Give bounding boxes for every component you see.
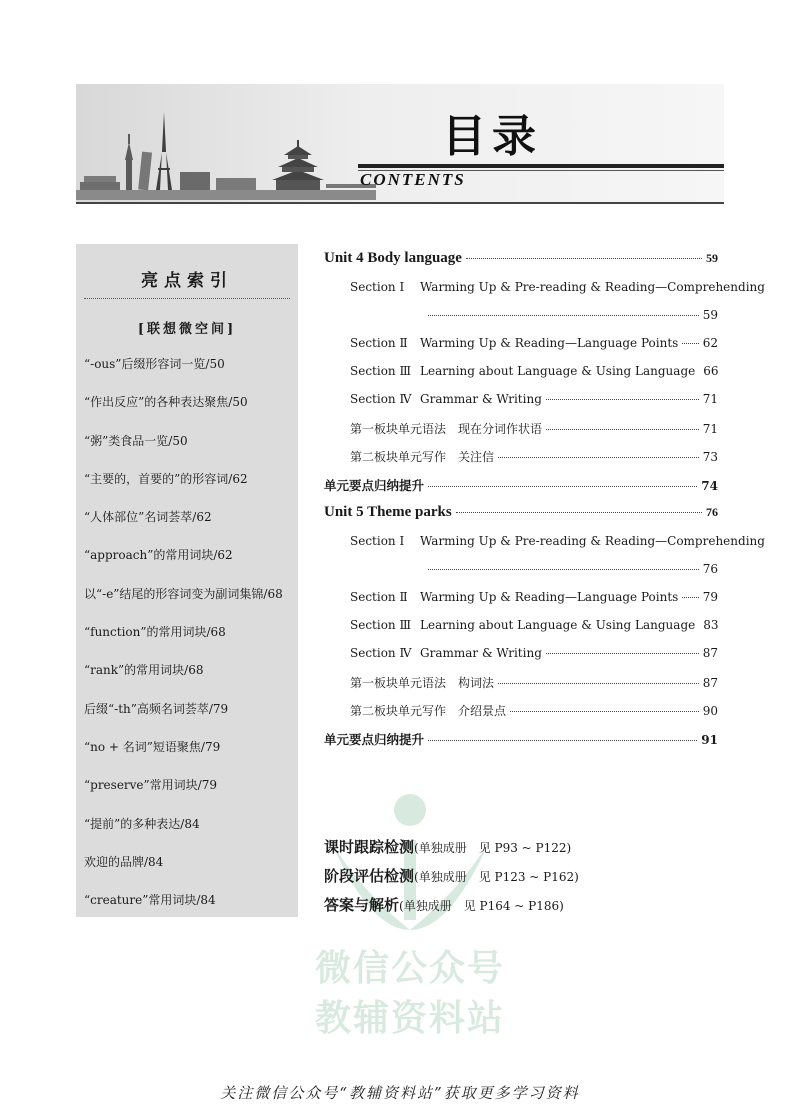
toc-board[interactable] [350, 674, 718, 691]
dot-leader [682, 342, 698, 344]
section-title: Learning about Language & Using Language [420, 618, 696, 632]
page-number: 71 [702, 422, 718, 436]
section-title: Warming Up & Pre-reading & Reading—Comprehending [420, 280, 765, 294]
sidebar-divider [84, 298, 290, 299]
header-banner [76, 84, 724, 204]
note-title: 答案与解析 [324, 896, 400, 914]
note-detail: (单独成册 见 P164 ~ P186) [399, 899, 564, 913]
section-title: Warming Up & Reading—Language Points [420, 336, 679, 350]
page-number: 79 [702, 590, 718, 604]
page-number: 71 [702, 392, 718, 406]
section-name: Section Ⅲ [350, 364, 412, 378]
page-number: 66 [703, 364, 719, 378]
section-name: Section Ⅲ [350, 618, 412, 632]
toc-summary[interactable] [324, 476, 718, 494]
page-number: 59 [702, 308, 718, 322]
toc-section-leader [424, 308, 718, 322]
footer-text: 关注微信公众号“教辅资料站”获取更多学习资料 [220, 1084, 580, 1102]
watermark-line-2: 教辅资料站 [314, 997, 505, 1039]
list-item: 欢迎的品牌/84 [84, 854, 164, 869]
list-item: “作出反应”的各种表达聚焦/50 [84, 395, 248, 410]
section-name: Section Ⅰ [350, 534, 405, 548]
toc-section[interactable] [350, 336, 718, 350]
toc-section[interactable] [350, 280, 765, 294]
board-title: 第一板块单元语法 现在分词作状语 [350, 422, 543, 436]
page-number: 59 [706, 251, 718, 265]
separate-volumes-notes [324, 836, 579, 923]
section-name: Section Ⅳ [350, 392, 412, 406]
note-detail: (单独成册 见 P93 ~ P122) [414, 841, 572, 855]
list-item: 以“-e”结尾的形容词变为副词集锦/68 [84, 586, 283, 601]
toc-section-leader [424, 562, 718, 576]
dot-leader [428, 314, 699, 316]
section-title: Warming Up & Pre-reading & Reading—Comprehending [420, 534, 765, 548]
note-item[interactable] [324, 894, 579, 923]
sidebar-subtitle: [联想微空间] [137, 322, 237, 337]
toc-section[interactable] [350, 646, 718, 660]
dot-leader [466, 257, 702, 259]
toc-section[interactable] [350, 534, 765, 548]
section-title: Grammar & Writing [420, 646, 542, 660]
note-detail: (单独成册 见 P123 ~ P162) [414, 870, 579, 884]
list-item: “no + 名词”短语聚焦/79 [84, 739, 221, 754]
dot-leader [456, 511, 702, 513]
toc-board[interactable] [350, 420, 718, 437]
unit-title: Unit 4 Body language [324, 250, 462, 266]
dot-leader [546, 652, 699, 654]
list-item: “creature”常用词块/84 [84, 893, 216, 908]
section-name: Section Ⅱ [350, 336, 408, 350]
page-number: 76 [706, 505, 718, 519]
header-divider [76, 202, 724, 204]
list-item: “-ous”后缀形容词一览/50 [84, 357, 225, 371]
page-number: 91 [701, 733, 718, 747]
board-title: 第二板块单元写作 关注信 [350, 450, 495, 464]
dot-leader [498, 456, 699, 458]
list-item: “粥”类食品一览/50 [84, 433, 188, 448]
dot-leader [428, 485, 697, 487]
note-item[interactable] [324, 865, 579, 894]
page-number: 90 [702, 704, 718, 718]
dot-leader [682, 596, 698, 598]
toc-section[interactable] [350, 590, 718, 604]
toc-board[interactable] [350, 448, 718, 465]
note-title: 阶段评估检测 [324, 867, 415, 885]
dot-leader [510, 710, 699, 712]
toc-unit-4[interactable] [324, 250, 718, 267]
page-number: 74 [701, 479, 718, 493]
dot-leader [428, 568, 699, 570]
list-item: “rank”的常用词块/68 [84, 663, 204, 678]
list-item: “主要的，首要的”的形容词/62 [84, 471, 248, 486]
page-title: 目录 [442, 111, 542, 162]
dot-leader [498, 682, 699, 684]
highlights-index-panel [76, 244, 298, 917]
sidebar-title: 亮点索引 [141, 271, 233, 291]
section-title: Learning about Language & Using Language [420, 364, 696, 378]
page-number: 83 [703, 618, 719, 632]
page-number: 73 [702, 450, 718, 464]
note-title: 课时跟踪检测 [324, 838, 415, 856]
page-number: 76 [702, 562, 718, 576]
list-item: “preserve”常用词块/79 [84, 778, 217, 793]
toc-summary[interactable] [324, 730, 718, 748]
toc-section[interactable] [350, 618, 718, 632]
toc-unit-5[interactable] [324, 504, 718, 521]
summary-title: 单元要点归纳提升 [324, 732, 425, 747]
dot-leader [428, 739, 697, 741]
highlights-list [84, 356, 283, 930]
page-number: 87 [702, 676, 718, 690]
list-item: “提前”的多种表达/84 [84, 816, 200, 831]
summary-title: 单元要点归纳提升 [324, 478, 425, 493]
note-item[interactable] [324, 836, 579, 865]
skyline-illustration-icon [76, 112, 376, 202]
board-title: 第一板块单元语法 构词法 [350, 676, 495, 690]
section-name: Section Ⅱ [350, 590, 408, 604]
toc-section[interactable] [350, 364, 718, 378]
dot-leader [546, 428, 699, 430]
list-item: “function”的常用词块/68 [84, 625, 226, 640]
contents-label: CONTENTS [360, 170, 466, 189]
list-item: “人体部位”名词荟萃/62 [84, 510, 212, 525]
watermark-line-1: 微信公众号 [314, 947, 505, 989]
section-name: Section Ⅳ [350, 646, 412, 660]
toc-section[interactable] [350, 392, 718, 406]
list-item: 后缀“-th”高频名词荟萃/79 [84, 701, 229, 716]
unit-title: Unit 5 Theme parks [324, 504, 452, 520]
section-title: Warming Up & Reading—Language Points [420, 590, 679, 604]
page-number: 62 [702, 336, 718, 350]
page-number: 87 [702, 646, 718, 660]
title-rule [358, 164, 724, 168]
dot-leader [546, 398, 699, 400]
list-item: “approach”的常用词块/62 [84, 548, 233, 563]
board-title: 第二板块单元写作 介绍景点 [350, 704, 507, 718]
toc-board[interactable] [350, 702, 718, 719]
section-title: Grammar & Writing [420, 392, 542, 406]
section-name: Section Ⅰ [350, 280, 405, 294]
